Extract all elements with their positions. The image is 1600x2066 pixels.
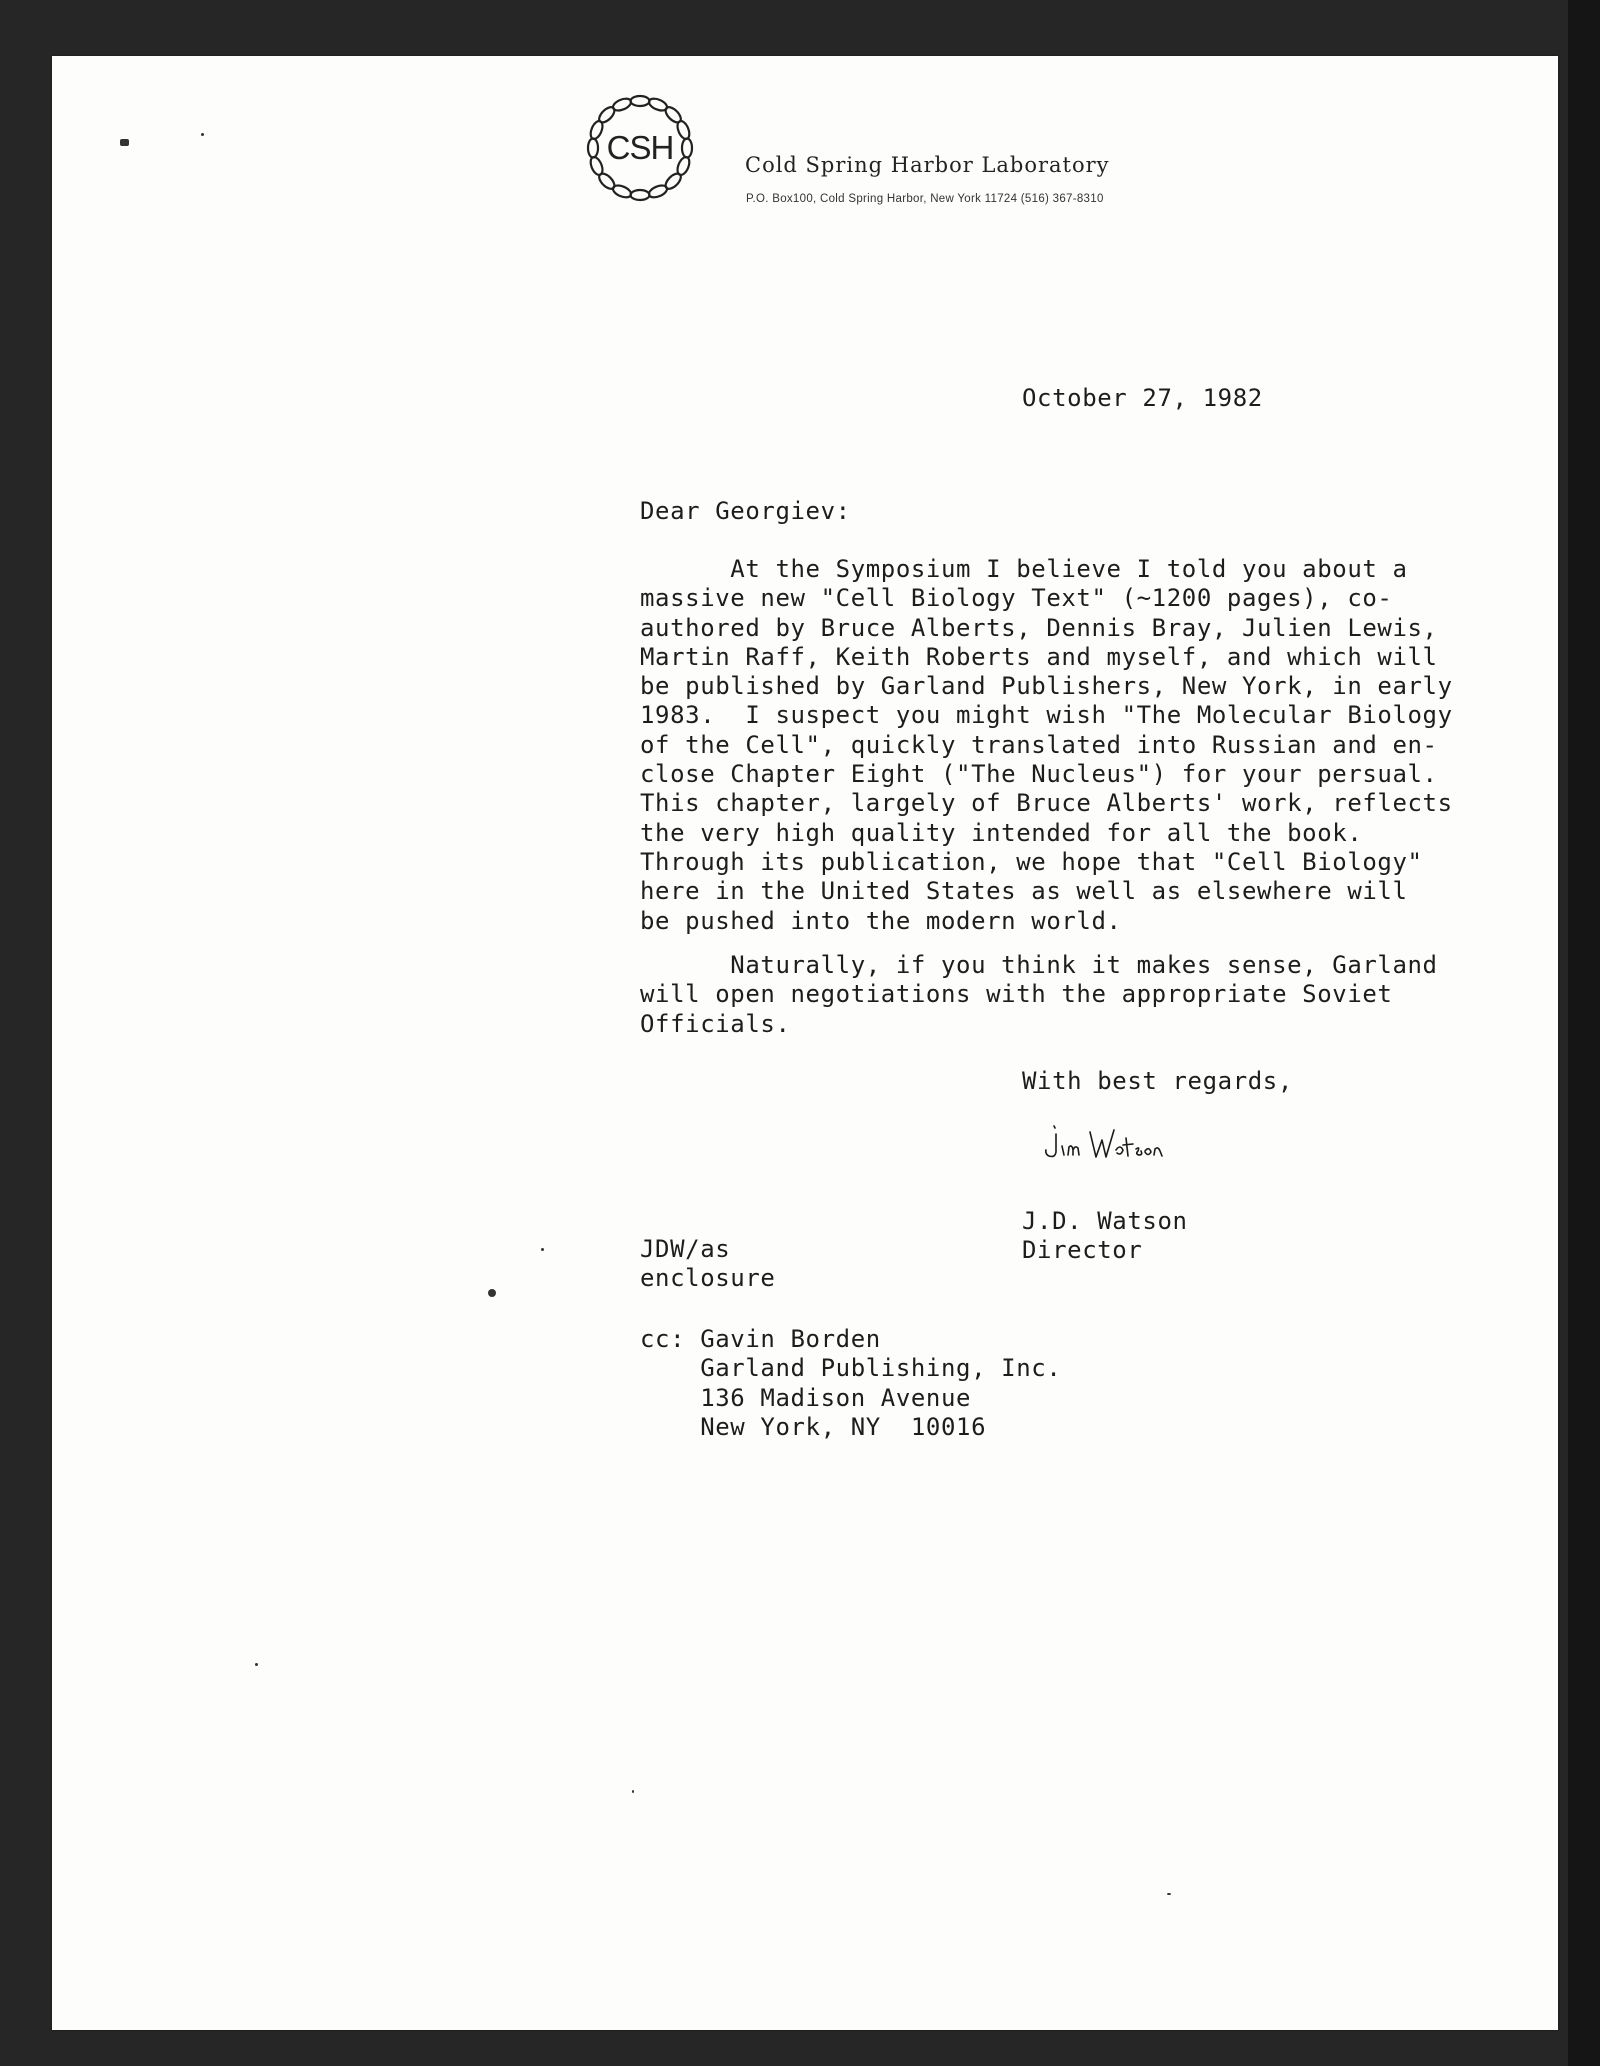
paper-speck (1167, 1893, 1171, 1895)
body-paragraph-1: At the Symposium I believe I told you about a massive new "Cell Biology Text" (~1200 pages), co- authored by Bruce Alberts, Dennis Bray, Julien Lewis, Martin Raff, Keith Roberts and myself, and which will be published by Garland Publishers, New York, in early 1983. I suspect you might wish "The Molecular Biology of the Cell", quickly translated into Russian and en- close Chapter Eight ("The Nucleus") for your persual. This chapter, largely of Bruce Alberts' work, reflects the very high quality intended for all the book. Through its publication, we hope that "Cell Biology" here in the United States as well as elsewhere will be pushed into the modern world. (640, 555, 1453, 935)
logo-chain-link (647, 183, 668, 200)
paper-speck (541, 1248, 544, 1251)
paper-speck (120, 139, 129, 146)
paper-speck (488, 1289, 496, 1297)
cc-line: New York, NY 10016 (640, 1412, 987, 1441)
reference-block (640, 1235, 775, 1294)
letter-date: October 27, 1982 (1022, 384, 1263, 412)
handwritten-signature (1040, 1120, 1185, 1175)
enclosure-note: enclosure (640, 1264, 776, 1293)
logo-chain-link (675, 119, 692, 140)
body-paragraph-2: Naturally, if you think it makes sense, Garland will open negotiations with the appropriate Soviet Officials. (640, 951, 1438, 1038)
logo-text: CSH (606, 129, 674, 166)
closing: With best regards, (1022, 1067, 1293, 1095)
salutation: Dear Georgiev: (640, 497, 851, 525)
logo-chain-link (631, 96, 650, 106)
cc-line: Garland Publishing, Inc. (640, 1354, 1062, 1383)
logo-chain-link (611, 96, 632, 113)
signer-title: Director (1022, 1236, 1143, 1265)
logo-chain-link (631, 190, 650, 200)
paper-speck (201, 133, 204, 136)
logo-chain-link (588, 139, 598, 158)
logo-chain-link (588, 155, 605, 176)
csh-logo (582, 90, 698, 206)
organization-address: P.O. Box100, Cold Spring Harbor, New York 11724 (516) 367-8310 (746, 193, 1104, 205)
cc-line: cc: Gavin Borden (640, 1325, 881, 1353)
scan-edge (1568, 0, 1600, 2066)
signer-block (1022, 1207, 1188, 1266)
cc-line: 136 Madison Avenue (640, 1383, 972, 1412)
logo-chain-link (682, 139, 692, 158)
organization-name: Cold Spring Harbor Laboratory (745, 153, 1110, 177)
letter-page (52, 56, 1558, 2030)
reference-initials: JDW/as (640, 1235, 731, 1263)
cc-block (640, 1325, 1061, 1442)
paper-speck (255, 1663, 258, 1666)
paper-speck (632, 1790, 634, 1793)
signer-name: J.D. Watson (1022, 1207, 1188, 1235)
